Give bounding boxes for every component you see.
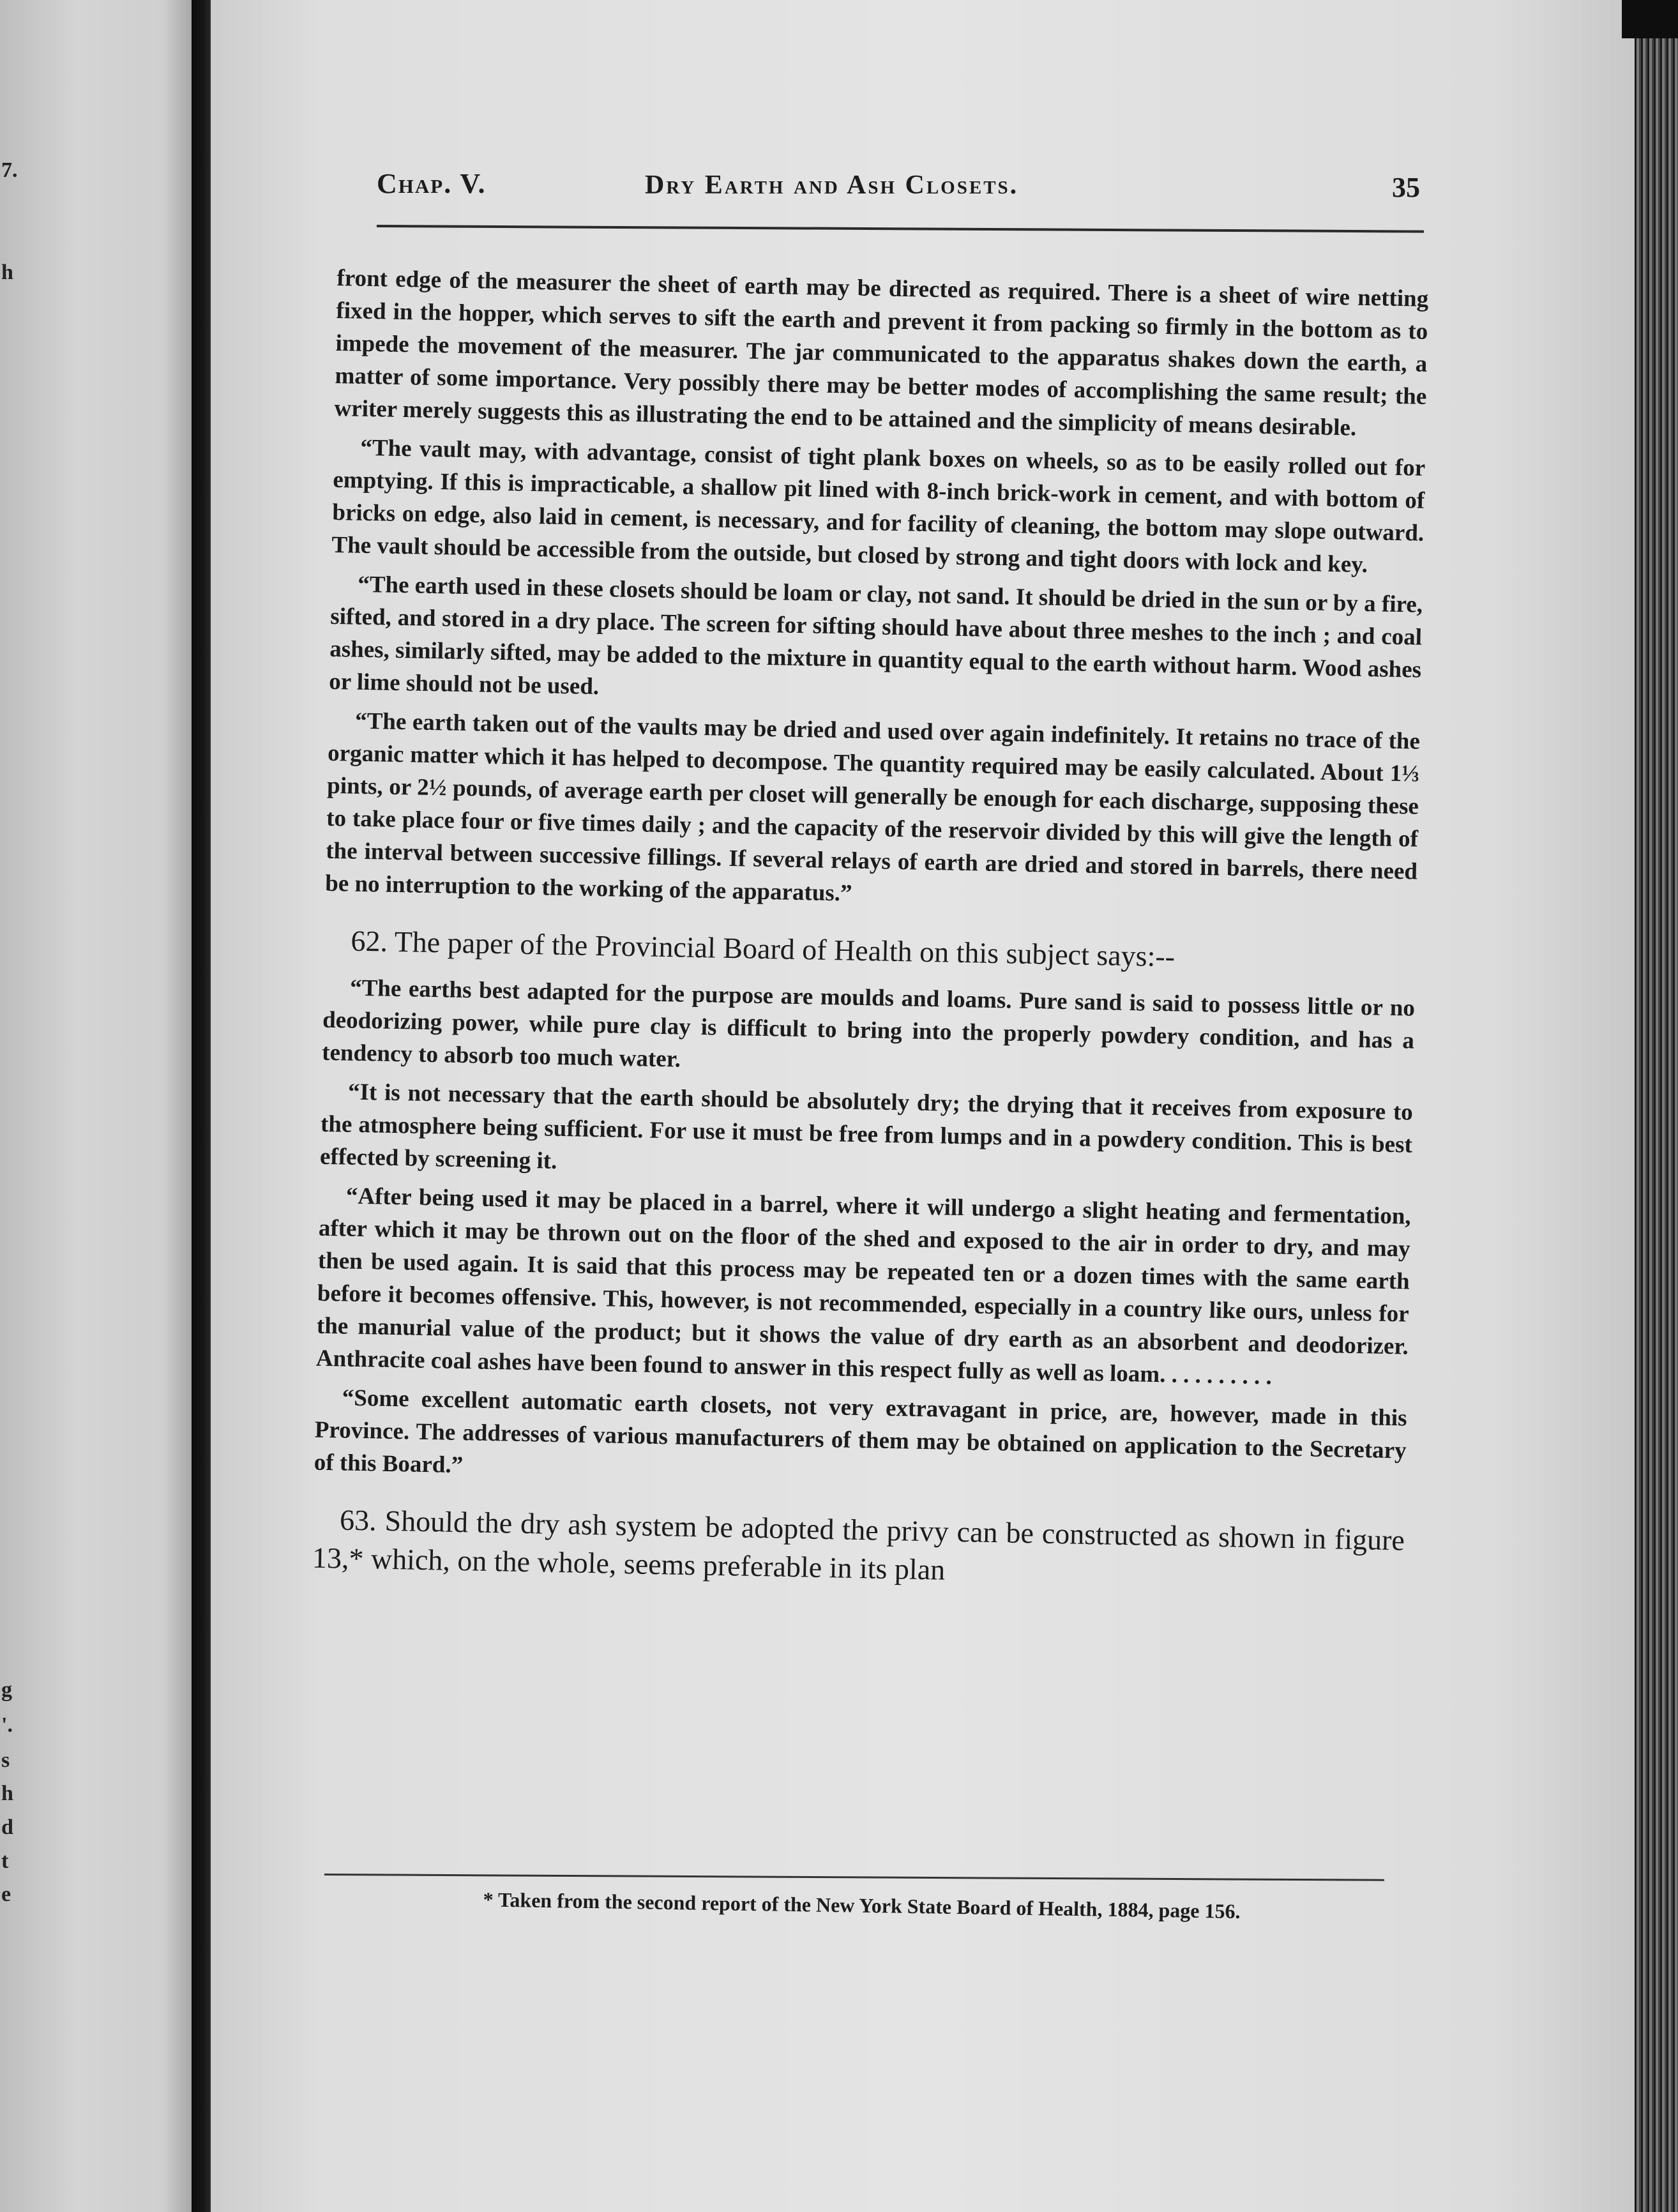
section-63-paragraph: 63. Should the dry ash system be adopted the privy can be constructed as shown in figure 13,* which, on the whole, seems preferable in its plan xyxy=(312,1503,1405,1586)
paragraph: “After being used it may be placed in a barrel, where it will undergo a slight heating and fermentation, after which it may be thrown out on the floor of the shed and exposed to the air in order to dry, and may then be used again. It is said that this process may be repeated ten or a dozen times with the same earth before it becomes offensive. This, however, is not recommended, especially in a country like ours, unless for the manurial value of the product; but it shows the value of dry earth as an absorbent and deodorizer. Anthracite coal ashes have been found to answer in this respect fully as well as loam. . . . . . . . . . xyxy=(315,1183,1412,1390)
chapter-label: Chap. V. xyxy=(377,168,487,199)
page-edges-corner xyxy=(1622,0,1678,38)
margin-fragment: h xyxy=(1,1782,13,1805)
paragraph: front edge of the measurer the sheet of earth may be directed as required. There is a sheet of wire netting fixed in the hopper, which serves to sift the earth and prevent it from packing so firmly in the bottom as to impede the movement of the measurer. The jar communicated to the apparatus shakes down the earth, a matter of some importance. Very possibly there may be better modes of accomplishing the same result; the writer merely suggests this as illustrating the end to be attained and the simplicity of means desirable. xyxy=(334,264,1429,441)
section-62-heading: 62. The paper of the Provincial Board of Health on this subject says:-- xyxy=(351,924,1175,973)
paragraph: “It is not necessary that the earth should be absolutely dry; the drying that it receives from exposure to the atmosphere being sufficient. For use it must be free from lumps and in a powdery condition. This is best effected by screening it. xyxy=(319,1079,1414,1174)
running-head xyxy=(377,167,1437,206)
paragraph: “The vault may, with advantage, consist of tight plank boxes on wheels, so as to be easily rolled out for emptying. If this is impracticable, a shallow pit lined with 8-inch brick-work in cement, and with bottom of bricks on edge, also laid in cement, is necessary, and for facility of cleaning, the bottom may slope outward. The vault should be accessible from the outside, but closed by strong and tight doors with lock and key. xyxy=(331,434,1426,579)
margin-fragment: '. xyxy=(1,1713,13,1737)
margin-fragment: 7. xyxy=(1,158,18,182)
margin-fragment: e xyxy=(1,1882,11,1906)
facing-page xyxy=(0,0,192,2212)
page-edges xyxy=(1635,0,1678,2212)
footnote: * Taken from the second report of the New York State Board of Health, 1884, page 156. xyxy=(483,1888,1241,1923)
margin-fragment: h xyxy=(1,261,13,284)
margin-fragment: g xyxy=(1,1678,12,1702)
body-text xyxy=(312,262,1429,1609)
paragraph: “The earth taken out of the vaults may be dried and used over again indefinitely. It retains no trace of the organic matter which it has helped to decompose. The quantity required may be easily calculated. About 1⅓ pints, or 2½ pounds, of average earth per closet will generally be enough for each discharge, supposing these to take place four or five times daily ; and the capacity of the reservoir divided by this will give the length of the interval between successive fillings. If several relays of earth are dried and stored in barrels, there need be no interruption to the working of the apparatus.” xyxy=(324,708,1421,907)
margin-fragment: t xyxy=(1,1849,9,1873)
margin-fragment: d xyxy=(1,1815,13,1839)
running-title: Dry Earth and Ash Closets. xyxy=(645,170,1019,200)
facing-page-text-fragments xyxy=(0,0,26,2212)
paragraph: “The earth used in these closets should be loam or clay, not sand. It should be dried in the sun or by a fire, sifted, and stored in a dry place. The screen for sifting should have about three meshes to the inch ; and coal ashes, similarly sifted, may be added to the mixture in quantity equal to the earth without harm. Wood ashes or lime should not be used. xyxy=(328,571,1423,700)
page-number: 35 xyxy=(1392,172,1420,203)
paragraph: “Some excellent automatic earth closets, not very extravagant in price, are, however, made in this Province. The addresses of various manufacturers of them may be obtained on application to the Secretary of this Board.” xyxy=(314,1384,1407,1479)
margin-fragment: s xyxy=(1,1748,10,1772)
paragraph: “The earths best adapted for the purpose are moulds and loams. Pure sand is said to possess little or no deodorizing power, while pure clay is difficult to bring into the properly powdery condition, and has a tendency to absorb too much water. xyxy=(321,974,1416,1073)
book-gutter xyxy=(192,0,211,2212)
